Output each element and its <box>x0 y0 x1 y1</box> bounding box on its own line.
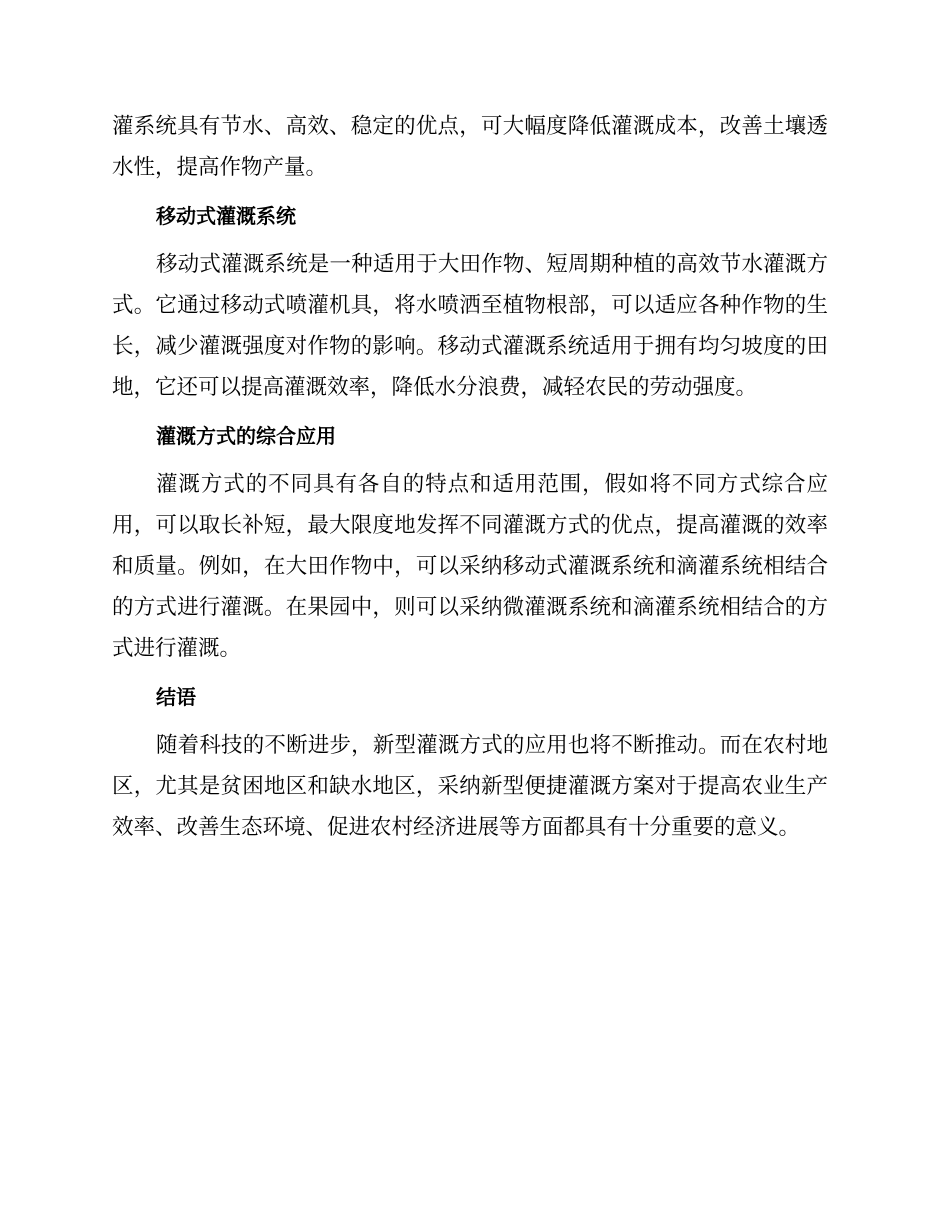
paragraph-conclusion: 随着科技的不断进步，新型灌溉方式的应用也将不断推动。而在农村地区，尤其是贫困地区和缺水地区，采纳新型便捷灌溉方案对于提高农业生产效率、改善生态环境、促进农村经济进展等方面都具有十分重要的意义。 <box>112 733 828 840</box>
section-heading-combined-application: 灌溉方式的综合应用 <box>156 424 336 448</box>
section-heading-mobile-irrigation: 移动式灌溉系统 <box>156 204 296 228</box>
section-heading-conclusion: 结语 <box>156 685 196 709</box>
paragraph-combined-application: 灌溉方式的不同具有各自的特点和适用范围，假如将不同方式综合应用，可以取长补短，最大限度地发挥不同灌溉方式的优点，提高灌溉的效率和质量。例如，在大田作物中，可以采纳移动式灌溉系统和滴灌系统相结合的方式进行灌溉。在果园中，则可以采纳微灌溉系统和滴灌系统相结合的方式进行灌溉。 <box>112 472 828 661</box>
paragraph-mobile-irrigation: 移动式灌溉系统是一种适用于大田作物、短周期种植的高效节水灌溉方式。它通过移动式喷灌机具，将水喷洒至植物根部，可以适应各种作物的生长，减少灌溉强度对作物的影响。移动式灌溉系统适用于拥有均匀坡度的田地，它还可以提高灌溉效率，降低水分浪费，减轻农民的劳动强度。 <box>112 252 828 400</box>
document-page <box>112 106 828 848</box>
paragraph-continued: 灌系统具有节水、高效、稳定的优点，可大幅度降低灌溉成本，改善土壤透水性，提高作物产量。 <box>112 114 828 180</box>
